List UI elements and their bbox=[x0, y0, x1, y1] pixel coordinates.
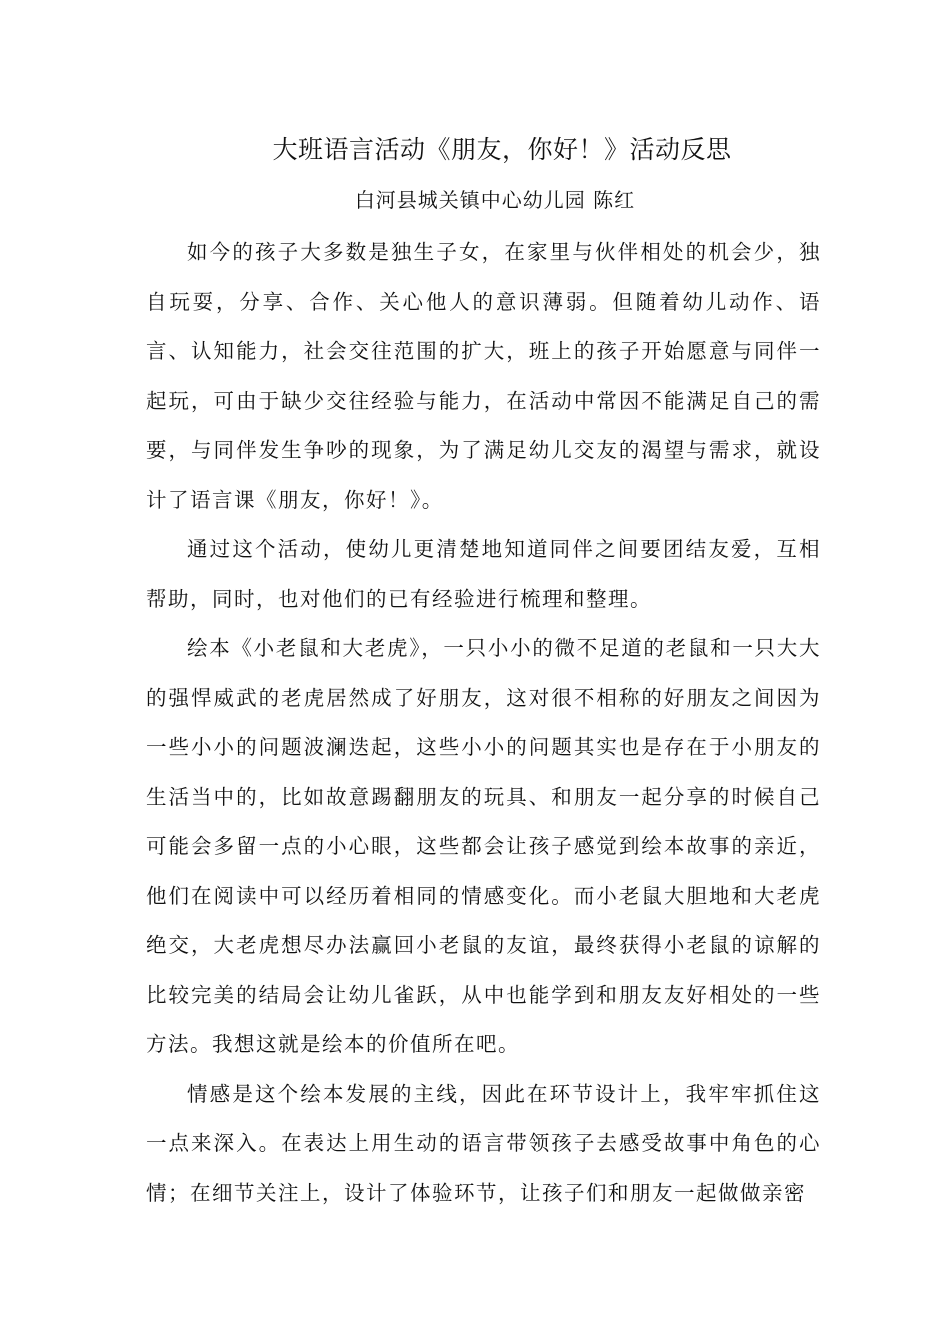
paragraph-4: 情感是这个绘本发展的主线，因此在环节设计上，我牢牢抓住这一点来深入。在表达上用生动的语言带领孩子去感受故事中角色的心情；在细节关注上，设计了体验环节，让孩子们和朋友一起做做亲密 bbox=[146, 1081, 821, 1205]
document-author: 白河县城关镇中心幼儿园 陈红 bbox=[354, 188, 636, 212]
paragraph-2: 通过这个活动，使幼儿更清楚地知道同伴之间要团结友爱，互相帮助，同时，也对他们的已有经验进行梳理和整理。 bbox=[146, 537, 821, 611]
document-body bbox=[146, 228, 821, 1218]
paragraph-1: 如今的孩子大多数是独生子女，在家里与伙伴相处的机会少，独自玩耍，分享、合作、关心他人的意识薄弱。但随着幼儿动作、语言、认知能力，社会交往范围的扩大，班上的孩子开始愿意与同伴一起玩，可由于缺少交往经验与能力，在活动中常因不能满足自己的需要，与同伴发生争吵的现象，为了满足幼儿交友的渴望与需求，就设计了语言课《朋友，你好！》。 bbox=[146, 240, 821, 512]
paragraph-3: 绘本《小老鼠和大老虎》，一只小小的微不足道的老鼠和一只大大的强悍威武的老虎居然成了好朋友，这对很不相称的好朋友之间因为一些小小的问题波澜迭起，这些小小的问题其实也是存在于小朋友的生活当中的，比如故意踢翻朋友的玩具、和朋友一起分享的时候自己可能会多留一点的小心眼，这些都会让孩子感觉到绘本故事的亲近，他们在阅读中可以经历着相同的情感变化。而小老鼠大胆地和大老虎绝交，大老虎想尽办法赢回小老鼠的友谊，最终获得小老鼠的谅解的比较完美的结局会让幼儿雀跃，从中也能学到和朋友友好相处的一些方法。我想这就是绘本的价值所在吧。 bbox=[146, 636, 821, 1056]
document-title: 大班语言活动《朋友，你好！》活动反思 bbox=[272, 135, 732, 164]
